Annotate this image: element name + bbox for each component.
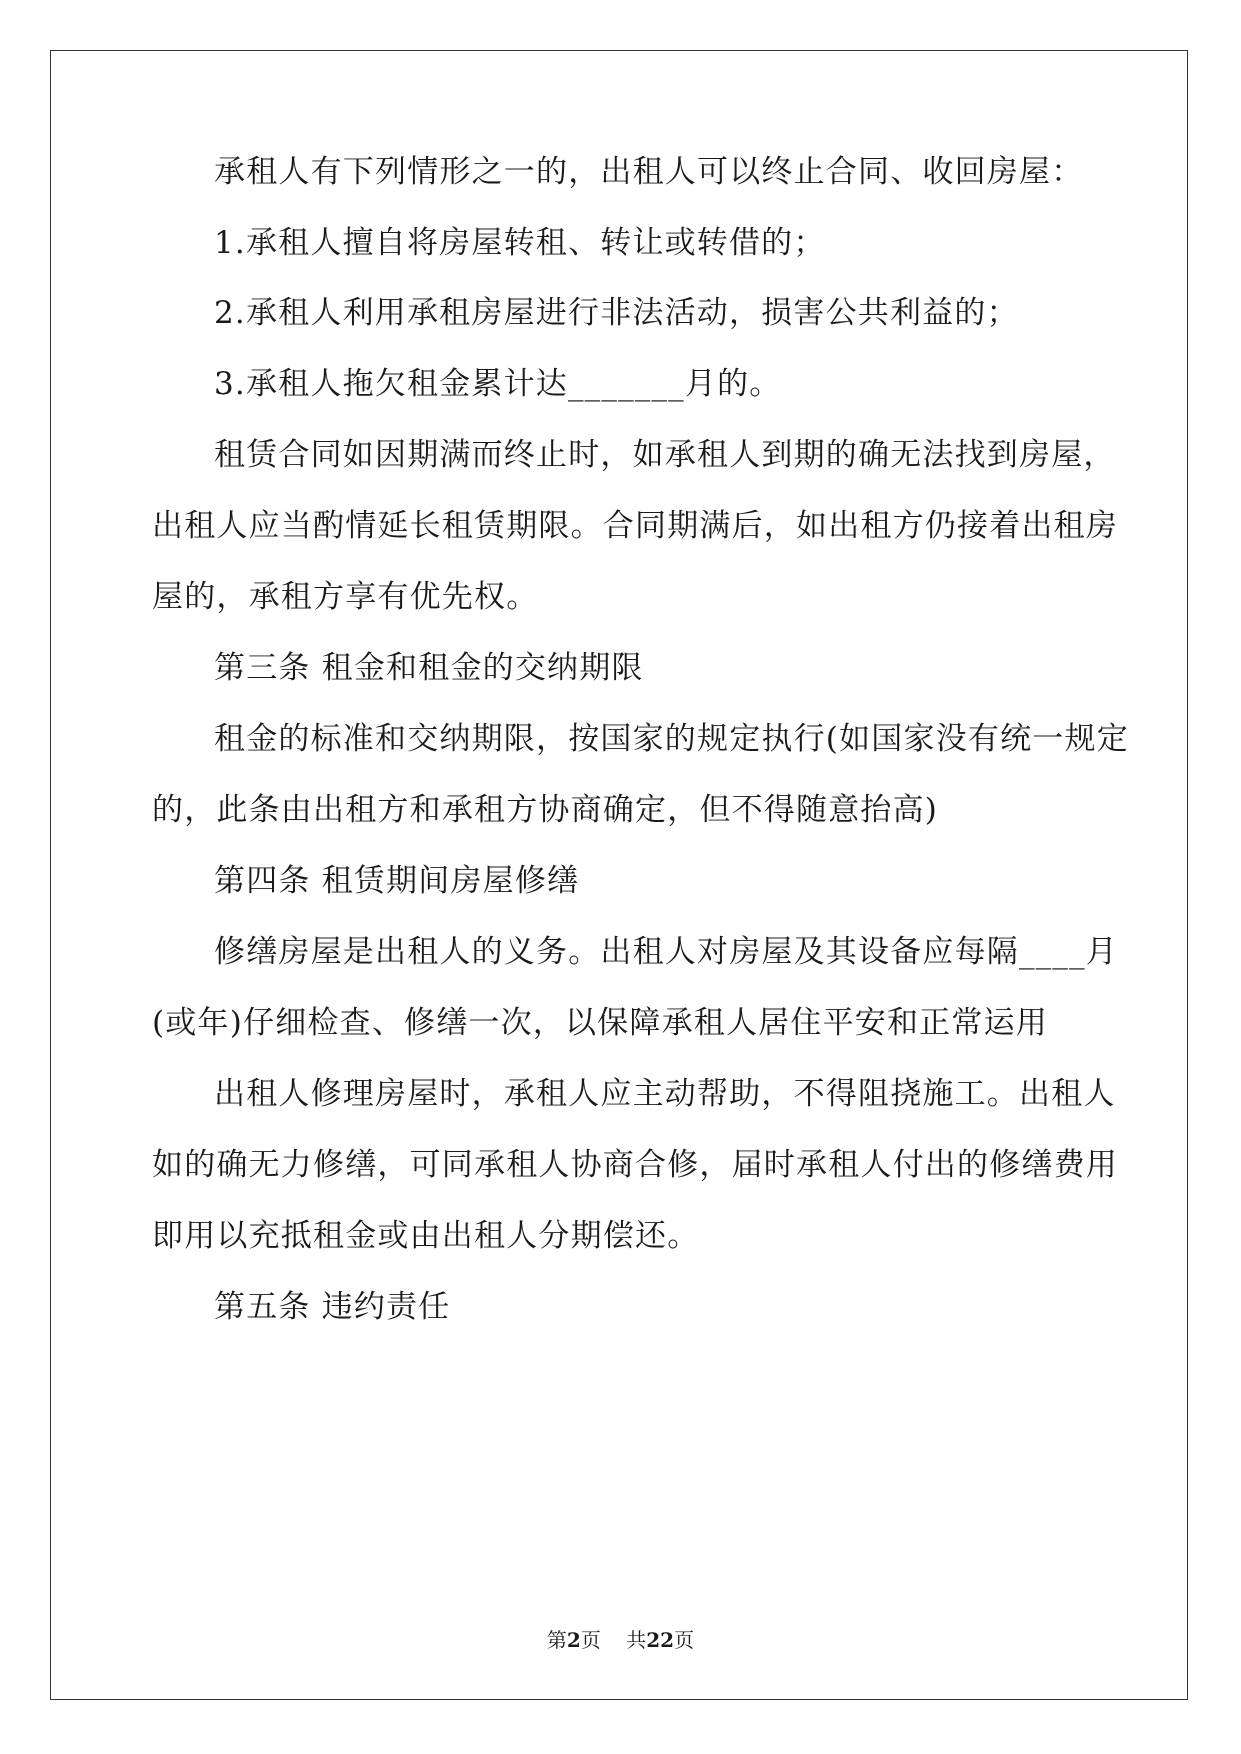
page-suffix: 页 <box>580 1628 601 1652</box>
text-line: 1.承租人擅自将房屋转租、转让或转借的； <box>214 225 826 261</box>
page-current: 2 <box>566 1628 581 1652</box>
text-line: 租金的标准和交纳期限，按国家的规定执行(如国家没有统一规定 <box>214 721 1129 757</box>
text-line: (或年)仔细检查、修缮一次，以保障承租人居住平安和正常运用 <box>152 1005 1048 1041</box>
total-prefix: 共 <box>626 1628 647 1652</box>
total-pages: 22 <box>646 1628 675 1652</box>
total-suffix: 页 <box>674 1628 695 1652</box>
text-line: 出租人应当酌情延长租赁期限。合同期满后，如出租方仍接着出租房 <box>152 508 1118 544</box>
text-line: 如的确无力修缮，可同承租人协商合修，届时承租人付出的修缮费用 <box>152 1147 1118 1183</box>
text-line: 3.承租人拖欠租金累计达_______月的。 <box>214 366 782 402</box>
section-heading: 第四条 租赁期间房屋修缮 <box>214 863 580 899</box>
text-line: 的，此条由出租方和承租方协商确定，但不得随意抬高) <box>152 792 939 828</box>
page-prefix: 第 <box>546 1628 567 1652</box>
section-heading: 第三条 租金和租金的交纳期限 <box>214 650 644 686</box>
text-line: 租赁合同如因期满而终止时，如承租人到期的确无法找到房屋， <box>214 437 1116 473</box>
section-heading: 第五条 违约责任 <box>214 1289 451 1325</box>
text-line: 修缮房屋是出租人的义务。出租人对房屋及其设备应每隔____月 <box>214 934 1118 970</box>
page-footer <box>0 1627 1241 1653</box>
text-line: 2.承租人利用承租房屋进行非法活动，损害公共利益的； <box>214 295 1019 331</box>
text-line: 承租人有下列情形之一的，出租人可以终止合同、收回房屋： <box>214 154 1084 190</box>
text-line: 即用以充抵租金或由出租人分期偿还。 <box>152 1218 700 1254</box>
text-line: 出租人修理房屋时，承租人应主动帮助，不得阻挠施工。出租人 <box>214 1076 1116 1112</box>
text-line: 屋的，承租方享有优先权。 <box>152 579 539 615</box>
